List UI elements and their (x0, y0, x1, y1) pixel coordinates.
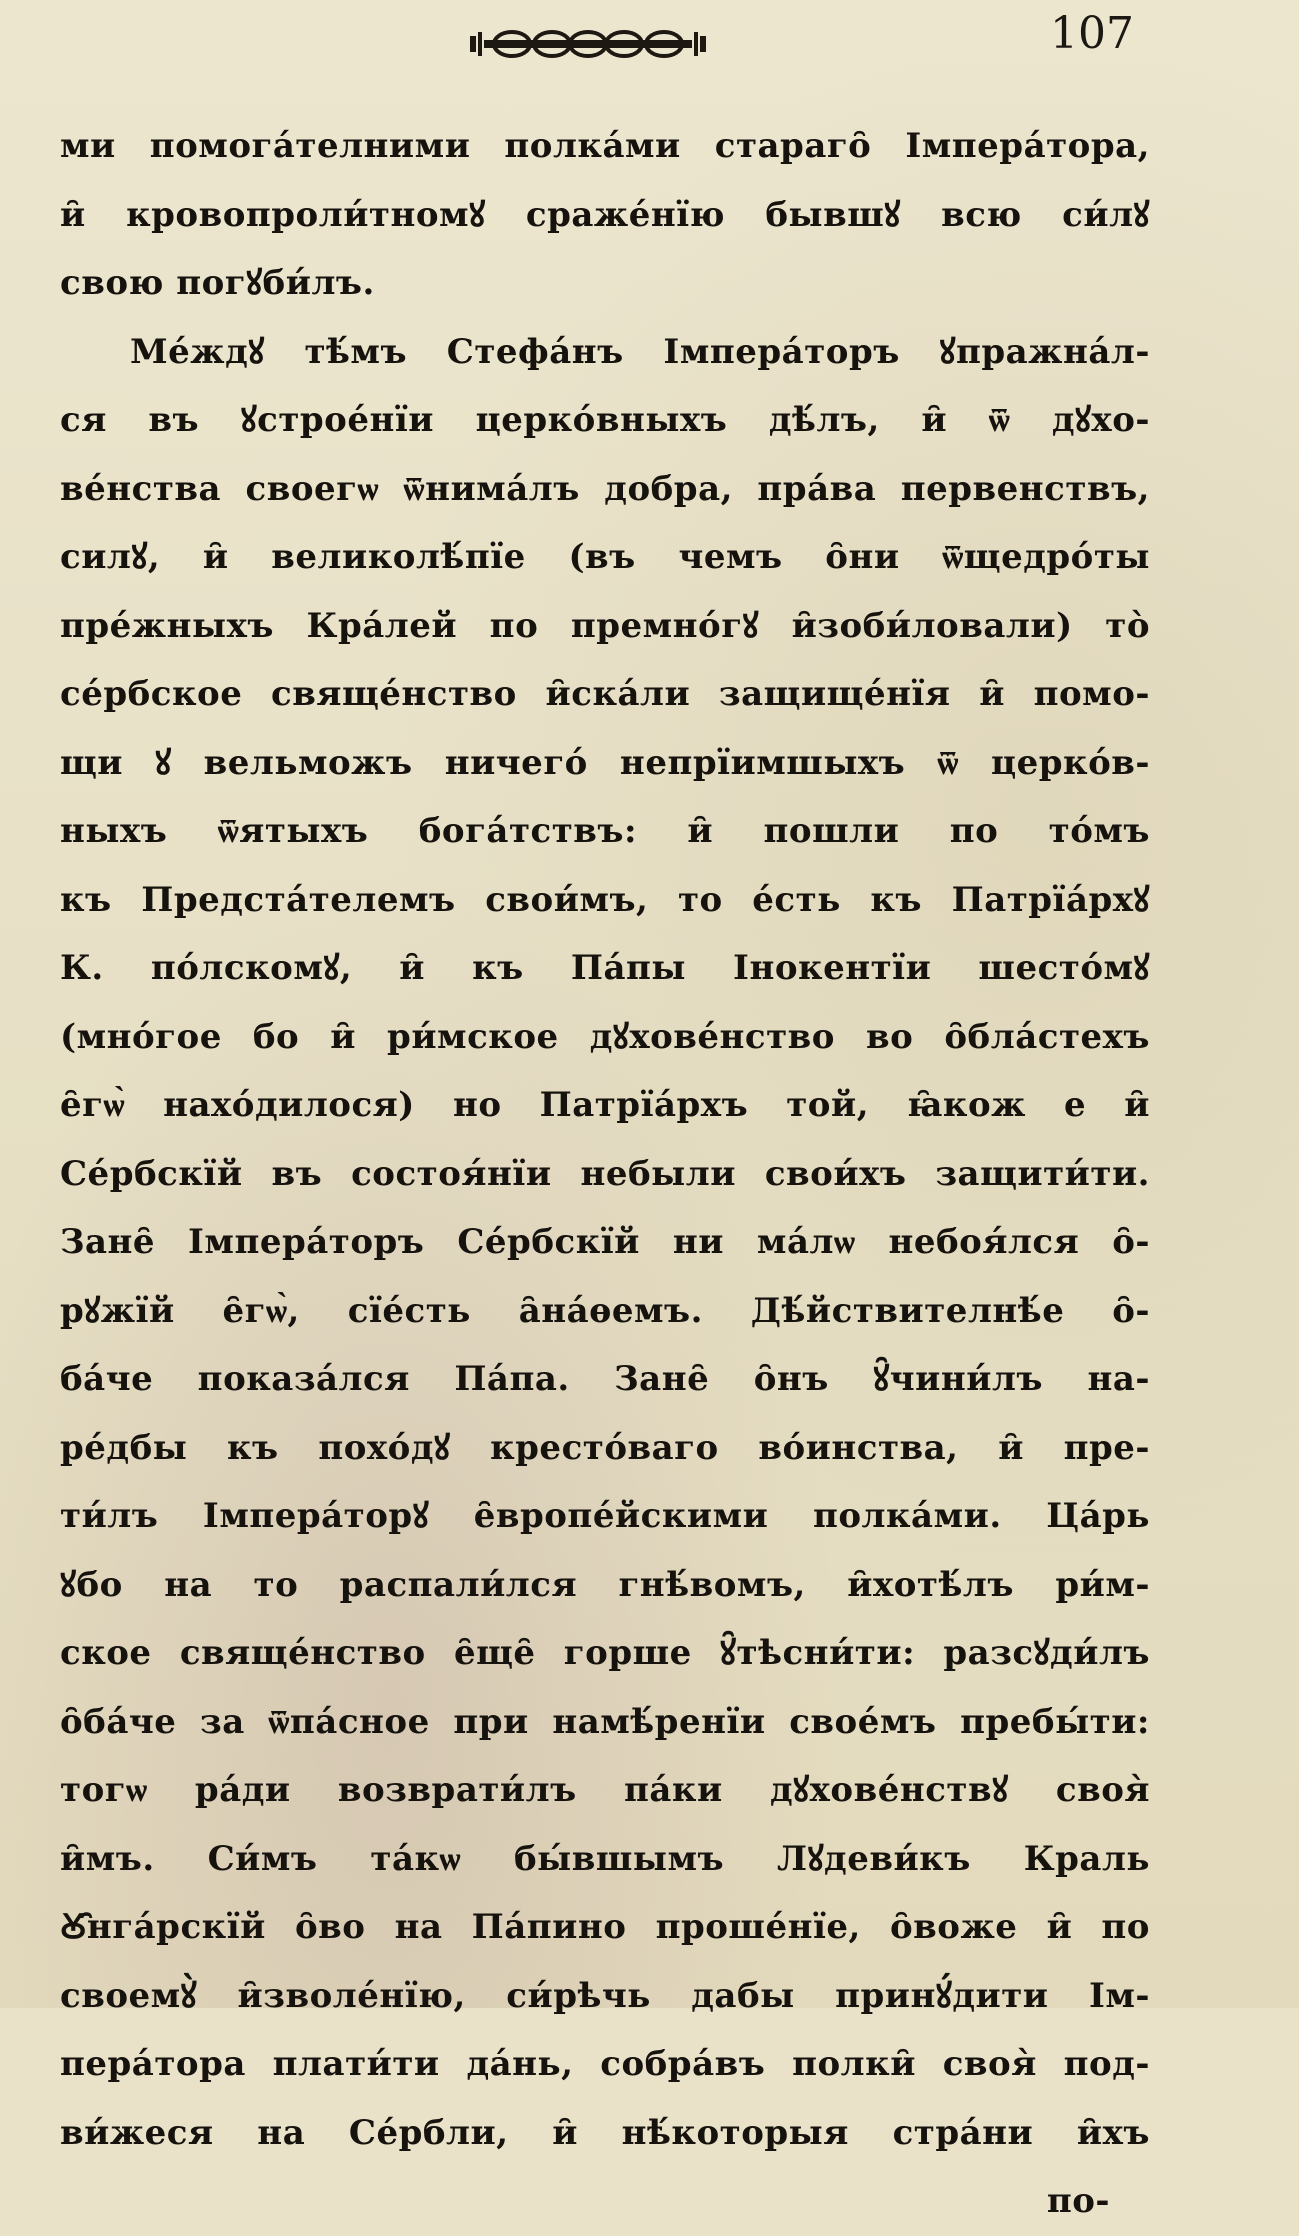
page-number: 107 (1050, 8, 1134, 59)
text-line: се́рбское свяще́нство и̑ска́ли защище́нїя и̑ помо- (60, 674, 1150, 714)
text-line: (мно́гое бо и̑ ри́мское дꙋхове́нство во о̑бла́стехъ (60, 1016, 1150, 1057)
text-line: щи ꙋ вельможъ ничего́ непрїимшыхъ ѿ церко́в- (60, 742, 1150, 783)
text-line: рꙋжїй е̑гѡ̀, сїе́сть а̑на́ѳемъ. Дѣ́йствителнѣ́е о̑- (60, 1290, 1150, 1331)
text-line: ское свяще́нство е̑ще̑ горше ꙋ̑тѣсни́ти: разсꙋди́лъ (60, 1633, 1150, 1673)
text-line: ми помога́телними полка́ми стараго̑ Імпера́тора, (60, 126, 1150, 166)
text-line: и̑ кровопроли́тномꙋ сраже́нїю бывшꙋ всю си́лꙋ (60, 194, 1150, 235)
text-line: Се́рбскїй въ состоя́нїи небыли свои́хъ защити́ти. (60, 1153, 1150, 1194)
text-line: ся въ ꙋстрое́нїи церко́вныхъ дѣ́лъ, и̑ ѿ дꙋхо- (60, 400, 1150, 440)
text-line: свою погꙋби́лъ. (60, 263, 375, 303)
text-line: ре́дбы къ похо́дꙋ кресто́ваго во́инства, и̑ пре- (60, 1427, 1150, 1468)
text-line: ныхъ ѿятыхъ бога́тствъ: и̑ пошли по то́мъ (60, 811, 1150, 851)
text-line: о̑ба́че за ѿпа́сное при намѣ́ренїи свое́мъ пребы́ти: (60, 1701, 1150, 1742)
text-line: Ꙋ̑нга́рскїй о̑во на Па́пино проше́нїе, о̑воже и̑ по (60, 1907, 1150, 1947)
text-line: ви́жеся на Се́рбли, и̑ нѣ́которыя стра́ни и̑хъ (60, 2112, 1150, 2153)
text-line: ба́че показа́лся Па́па. Зане̑ о̑нъ ꙋ̑чини́лъ на- (60, 1359, 1150, 1399)
text-line: тогѡ ра́ди возврати́лъ па́ки дꙋхове́нствꙋ своя̀ (60, 1770, 1150, 1810)
catchword: по- (1046, 2181, 1110, 2221)
paragraph-start-line: Ме́ждꙋ тѣ́мъ Стефа́нъ Імпера́торъ ꙋпражна́л- (130, 331, 1150, 372)
text-line: Зане̑ Імпера́торъ Се́рбскїй ни ма́лѡ небоя́лся о̑- (60, 1222, 1150, 1262)
text-line: и̑мъ. Си́мъ та́кѡ бы́вшымъ Лꙋдеви́къ Краль (60, 1838, 1150, 1879)
text-line: К. по́лскомꙋ, и̑ къ Па́пы Інокентїи шесто́мꙋ (60, 948, 1150, 988)
text-line: своемꙋ̀ и̑зволе́нїю, си́рѣчь дабы принꙋ́дити Ім- (60, 1975, 1150, 2016)
body-text (60, 112, 1150, 2236)
text-line: силꙋ, и̑ великолѣ́пїе (въ чемъ о̑ни ѿщедро́ты (60, 537, 1150, 577)
text-line: ве́нства своегѡ ѿнима́лъ добра, пра́ва первенствъ, (60, 468, 1150, 509)
text-line: ти́лъ Імпера́торꙋ е̑вропе́йскими полка́ми. Ца́рь (60, 1496, 1150, 1536)
text-line: е̑гѡ̀ нахо́дилося) но Патрїа́рхъ той, ꙗ̑кож е и̑ (60, 1085, 1150, 1125)
text-line: пре́жныхъ Кра́лей по премно́гꙋ и̑зоби́ловали) то̀ (60, 605, 1150, 646)
headpiece-ornament-icon (468, 22, 708, 66)
text-line: пера́тора плати́ти да́нь, собра́въ полки̑ своя̀ под- (60, 2044, 1150, 2084)
text-line: къ Предста́телемъ свои́мъ, то е́сть къ Патрїа́рхꙋ (60, 879, 1150, 920)
text-line: ꙋбо на то распали́лся гнѣ́вомъ, и̑хотѣ́лъ ри́м- (60, 1564, 1150, 1605)
